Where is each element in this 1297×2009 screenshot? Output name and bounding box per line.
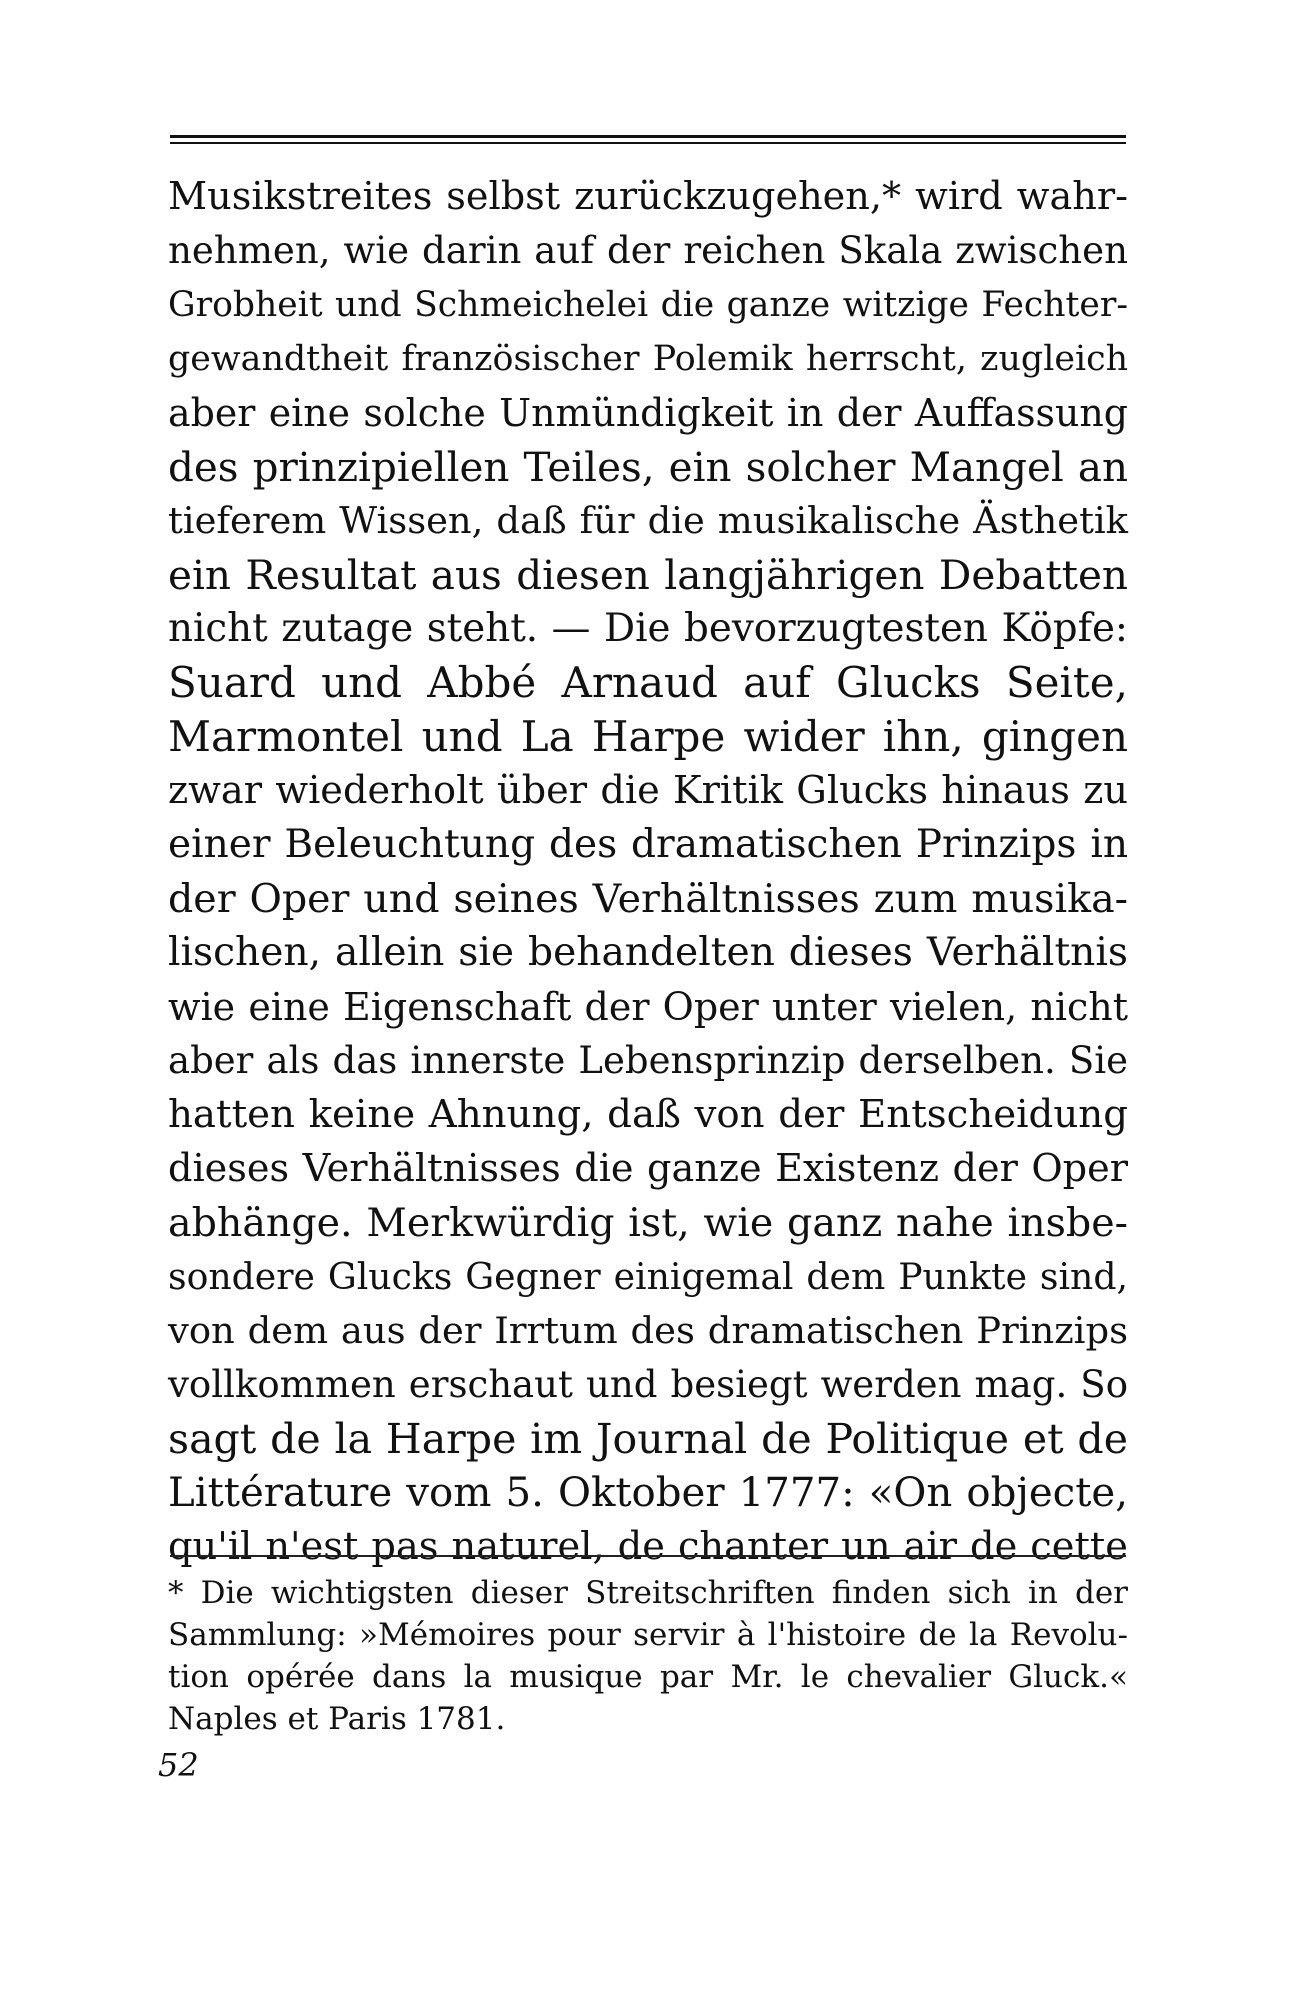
footnote-line: Sammlung: »Mémoires pour servir à l'histoire de la Revolu-	[168, 1617, 1128, 1653]
text-line: sagt de la Harpe im Journal de Politique et de	[168, 1415, 1128, 1463]
text-line: lischen, allein sie behandelten dieses Verhältnis	[168, 930, 1128, 975]
footnote-rule	[170, 1555, 1126, 1557]
text-line: des prinzipiellen Teiles, ein solcher Mangel an	[168, 443, 1128, 491]
text-line: vollkommen erschaut und besiegt werden mag. So	[168, 1363, 1128, 1406]
page-number: 52	[158, 1746, 199, 1784]
footnote-line: Naples et Paris 1781.	[168, 1701, 506, 1737]
text-line: aber eine solche Unmündigkeit in der Auffassung	[168, 391, 1128, 435]
footnote-line: tion opérée dans la musique par Mr. le chevalier Gluck.«	[168, 1659, 1128, 1695]
text-line: Suard und Abbé Arnaud auf Glucks Seite,	[168, 658, 1128, 707]
text-line: von dem aus der Irrtum des dramatischen Prinzips	[168, 1309, 1128, 1352]
text-line: Littérature vom 5. Oktober 1777: «On objecte,	[168, 1470, 1128, 1516]
text-line: tieferem Wissen, daß für die musikalische Ästhetik	[168, 499, 1128, 542]
header-rule-top	[170, 135, 1126, 138]
text-line: aber als das innerste Lebensprinzip derselben. Sie	[168, 1039, 1128, 1082]
text-line: dieses Verhältnisses die ganze Existenz der Oper	[168, 1147, 1128, 1191]
text-line: qu'il n'est pas naturel, de chanter un air de cette	[168, 1524, 1128, 1569]
text-line: sondere Glucks Gegner einigemal dem Punkte sind,	[168, 1255, 1128, 1298]
text-line: zwar wiederholt über die Kritik Glucks hinaus zu	[168, 768, 1128, 813]
text-line: abhänge. Merkwürdig ist, wie ganz nahe insbe-	[168, 1200, 1128, 1246]
text-line: Grobheit und Schmeichelei die ganze witzige Fechter-	[168, 285, 1128, 325]
text-line: einer Beleuchtung des dramatischen Prinzips in	[168, 822, 1128, 867]
header-rule-bottom	[170, 142, 1126, 144]
text-line: der Oper und seines Verhältnisses zum musika-	[168, 876, 1128, 922]
text-line: nicht zutage steht. — Die bevorzugtesten Köpfe:	[168, 606, 1128, 651]
text-line: gewandtheit französischer Polemik herrscht, zugleich	[168, 339, 1128, 379]
text-line: ein Resultat aus diesen langjährigen Debatten	[168, 551, 1128, 599]
text-line: hatten keine Ahnung, daß von der Entscheidung	[168, 1092, 1128, 1137]
footnote-line: * Die wichtigsten dieser Streitschriften finden sich in der	[168, 1575, 1128, 1611]
text-line: wie eine Eigenschaft der Oper unter vielen, nicht	[168, 985, 1128, 1029]
body-text	[168, 170, 1128, 1574]
text-line: Marmontel und La Harpe wider ihn, gingen	[168, 712, 1128, 761]
text-line: nehmen, wie darin auf der reichen Skala zwischen	[168, 229, 1128, 272]
footnote	[168, 1572, 1128, 1740]
text-line: Musikstreites selbst zurückzugehen,* wird wahr-	[168, 175, 1128, 219]
